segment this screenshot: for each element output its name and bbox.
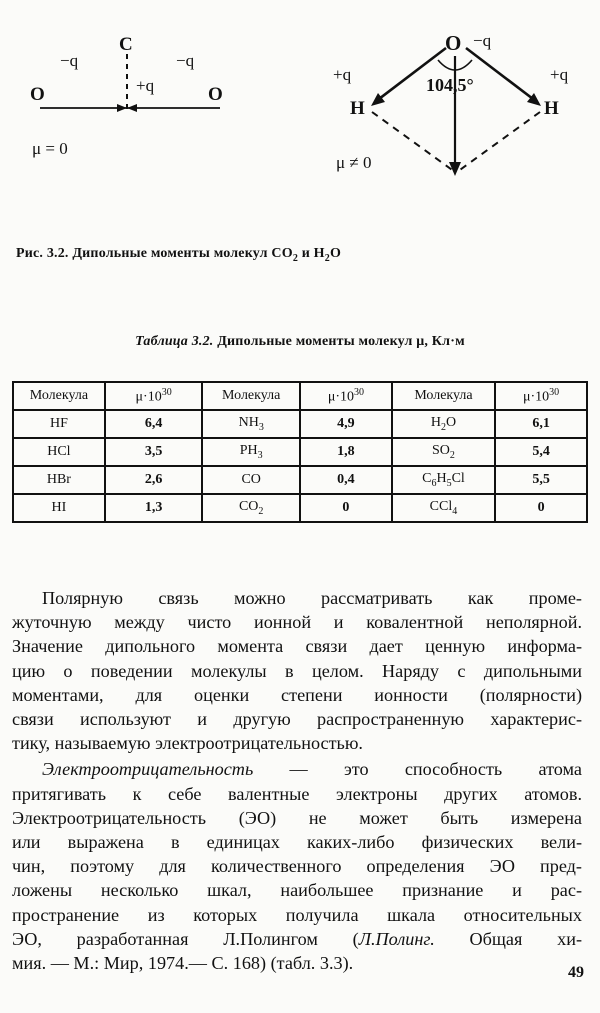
author-citation: Л.Полинг.	[358, 928, 435, 949]
cell-molecule	[202, 494, 300, 522]
cell-molecule-sub: 3	[257, 449, 263, 461]
cell-value: 2,6	[105, 466, 203, 494]
cell-molecule-part: H	[436, 471, 447, 487]
figure-caption-sub1: 2	[292, 252, 299, 264]
h2o-angle-label: 104,5°	[426, 75, 474, 95]
figure-caption	[16, 246, 341, 264]
cell-molecule-part: C	[422, 471, 432, 487]
header-mu-1-text: μ·10	[135, 389, 162, 405]
cell-molecule-sub: 2	[449, 449, 455, 461]
cell-value: 6,1	[495, 410, 587, 438]
cell-value: 6,4	[105, 410, 203, 438]
header-mu-2-exp: 30	[353, 386, 364, 398]
text-line: цию о поведении молекулы в целом. Наряду с дипольными	[12, 660, 582, 681]
h2o-atom-h-right: H	[544, 98, 559, 119]
table-header-row	[13, 382, 587, 410]
text-line: Значение дипольного момента связи дает ценную информа-	[12, 636, 582, 657]
text-line-rest: — это способность атома	[253, 759, 582, 780]
text-line: притягивать к себе валентные электроны других атомов.	[12, 783, 582, 804]
cell-value: 1,3	[105, 494, 203, 522]
h2o-atom-o: O	[445, 31, 462, 55]
table-caption	[0, 334, 600, 350]
h2o-charge-h-left: +q	[333, 65, 352, 84]
text-line: Полярную связь можно рассматривать как проме-	[42, 588, 582, 608]
cell-molecule-part: H	[430, 415, 441, 431]
cell-molecule-part: O	[445, 415, 457, 431]
cell-molecule-part: CO	[238, 499, 259, 515]
page-number: 49	[568, 964, 584, 981]
cell-value: 0,4	[300, 466, 392, 494]
co2-atom-o-right: O	[208, 84, 223, 105]
cell-molecule: CO	[202, 466, 300, 494]
cell-value: 4,9	[300, 410, 392, 438]
figure-caption-suffix: O	[329, 246, 342, 261]
header-molecule-1: Молекула	[13, 382, 105, 410]
cell-molecule-sub: 3	[258, 421, 264, 433]
header-mu-1	[105, 382, 203, 410]
text-line	[12, 927, 582, 951]
cell-value: 3,5	[105, 438, 203, 466]
cell-molecule	[202, 410, 300, 438]
cell-molecule	[392, 494, 495, 522]
table-caption-label: Таблица 3.2.	[135, 334, 214, 349]
h2o-dash-right	[457, 112, 540, 172]
cell-molecule-part: SO	[432, 443, 450, 459]
header-mu-3	[495, 382, 587, 410]
table-row	[13, 494, 587, 522]
h2o-charge-h-right: +q	[550, 65, 569, 84]
header-mu-3-text: μ·10	[522, 389, 550, 405]
table-caption-text: Дипольные моменты молекул μ, Кл·м	[213, 334, 465, 349]
dipole-diagrams	[0, 20, 600, 220]
header-mu-2-text: μ·10	[327, 389, 354, 405]
text-line: чин, поэтому для количественного определения ЭО пред-	[12, 856, 582, 877]
cell-molecule	[202, 438, 300, 466]
cell-molecule	[392, 466, 495, 494]
header-mu-3-exp: 30	[549, 386, 560, 398]
text-line: пространение из которых получила шкала относительных	[12, 904, 582, 925]
text-line	[42, 757, 582, 781]
text-line: жуточную между чисто ионной и ковалентной неполярной.	[12, 612, 582, 633]
paragraph-2	[12, 757, 583, 975]
text-line: моментами, для оценки степени ионности (полярности)	[12, 684, 582, 705]
co2-mu-label: μ = 0	[32, 139, 68, 158]
cell-molecule: HI	[13, 494, 105, 522]
cell-molecule: HF	[13, 410, 105, 438]
cell-molecule-sub: 2	[258, 505, 264, 517]
h2o-bond-right	[466, 48, 537, 102]
cell-molecule-sub: 4	[452, 505, 458, 517]
cell-molecule-sub: 5	[446, 477, 452, 489]
co2-charge-left: −q	[60, 51, 79, 70]
header-molecule-2: Молекула	[202, 382, 300, 410]
term-electronegativity: Электроотрицательность	[42, 759, 254, 780]
cell-molecule-part: NH	[238, 415, 259, 431]
text-line: Электроотрицательность (ЭО) не может быть измерена	[12, 807, 582, 828]
text-line: или выражена в единицах каких-либо физических вели-	[12, 832, 582, 853]
cell-value: 1,8	[300, 438, 392, 466]
h2o-charge-o: −q	[473, 31, 492, 50]
h2o-mu-label: μ ≠ 0	[336, 153, 372, 172]
header-mu-2	[300, 382, 392, 410]
co2-atom-c: C	[119, 34, 133, 55]
cell-molecule: HCl	[13, 438, 105, 466]
cell-molecule	[392, 438, 495, 466]
co2-atom-o-left: O	[30, 84, 45, 105]
table-row	[13, 466, 587, 494]
header-molecule-3: Молекула	[392, 382, 495, 410]
h2o-atom-h-left: H	[350, 98, 365, 119]
table-row	[13, 410, 587, 438]
paragraph-1	[12, 586, 582, 755]
text-line: ложены несколько шкал, наибольшее признание и рас-	[12, 880, 582, 901]
cell-molecule-sub: 2	[440, 421, 446, 433]
dipole-moments-table	[12, 381, 588, 523]
cell-value: 0	[300, 494, 392, 522]
cell-molecule-part: CCl	[429, 499, 453, 515]
figure-caption-prefix: Рис. 3.2. Дипольные моменты молекул CO	[16, 246, 293, 261]
dipole-diagrams-svg	[0, 20, 600, 220]
co2-charge-right: −q	[176, 51, 195, 70]
text-part: ЭО, разработанная Л.Полингом (	[12, 928, 359, 949]
text-line: тику, называемую электроотрицательностью.	[12, 733, 363, 754]
co2-charge-center: +q	[136, 76, 155, 95]
cell-molecule	[392, 410, 495, 438]
cell-value: 5,4	[495, 438, 587, 466]
co2-arrow-left	[117, 104, 127, 112]
cell-value: 5,5	[495, 466, 587, 494]
cell-molecule-part: PH	[239, 443, 258, 459]
cell-value: 0	[495, 494, 587, 522]
h2o-dash-left	[372, 112, 455, 172]
text-part: Общая хи-	[434, 928, 583, 949]
figure-caption-sub2: 2	[324, 252, 330, 264]
cell-molecule: HBr	[13, 466, 105, 494]
co2-arrow-right	[127, 104, 137, 112]
text-line: мия. — М.: Мир, 1974.— С. 168) (табл. 3.3).	[12, 953, 354, 974]
figure-caption-mid: и H	[298, 246, 325, 261]
cell-molecule-sub: 6	[431, 477, 437, 489]
table-row	[13, 438, 587, 466]
body-text	[12, 586, 583, 975]
text-line: связи используют и другую распространенную характерис-	[12, 709, 582, 730]
header-mu-1-exp: 30	[161, 386, 172, 398]
cell-molecule-part: Cl	[451, 471, 465, 487]
